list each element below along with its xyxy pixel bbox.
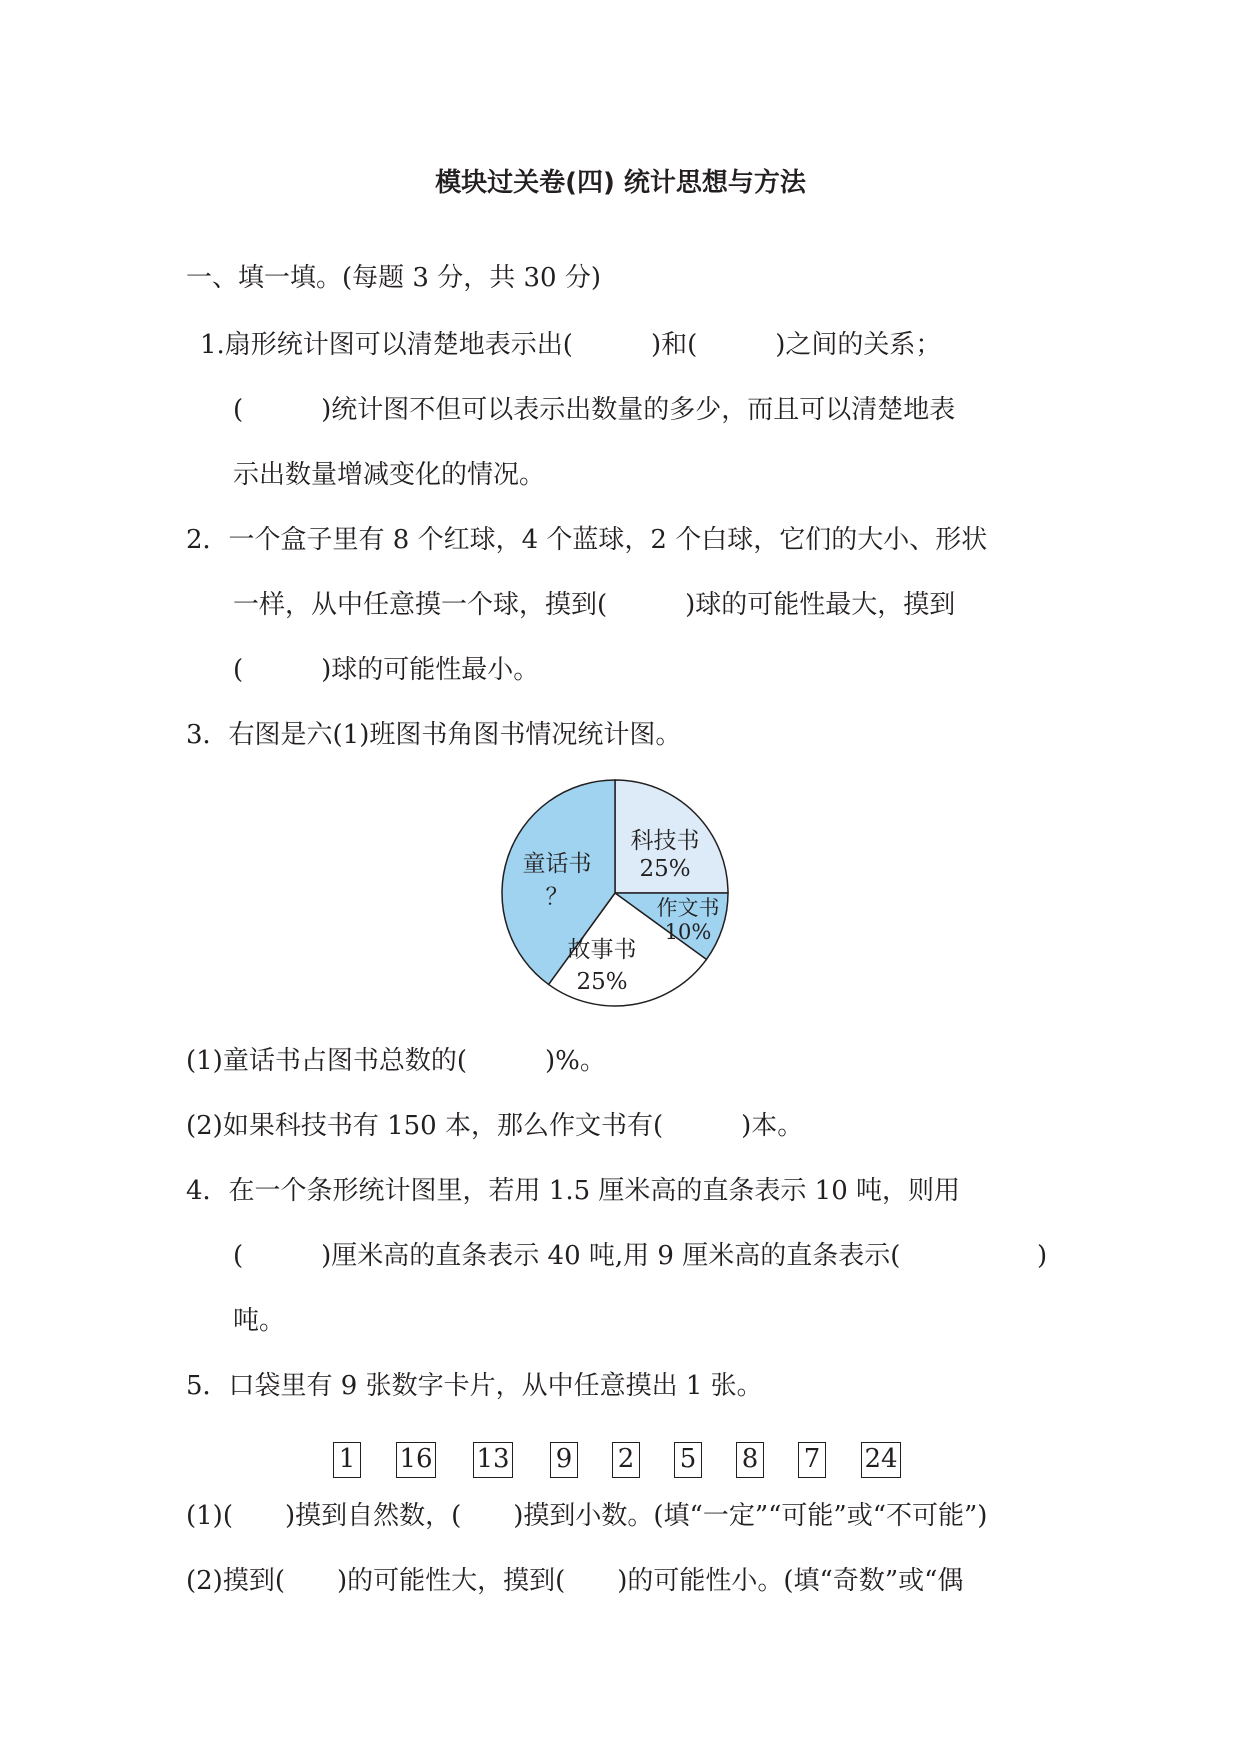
q1-line3: 示出数量增减变化的情况。 [233,460,546,490]
pie-value-keji: 25% [639,856,691,882]
number-card: 24 [861,1442,901,1478]
q5-line1: 5．口袋里有 9 张数字卡片，从中任意摸出 1 张。 [186,1371,763,1401]
pie-value-tonghua: ？ [545,884,569,910]
q1-line1: 1.扇形统计图可以清楚地表示出( )和( )之间的关系； [200,330,942,360]
section-heading: 一、填一填。(每题 3 分，共 30 分) [186,263,601,293]
pie-label-keji: 科技书 [630,828,700,854]
pie-value-zuowen: 10% [664,920,712,944]
pie-chart [500,778,730,1008]
q3-sub1: (1)童话书占图书总数的( )%。 [186,1046,606,1076]
number-card: 2 [612,1442,640,1478]
number-card: 8 [736,1442,764,1478]
page-title: 模块过关卷(四) 统计思想与方法 [435,168,806,198]
q2-line3: ( )球的可能性最小。 [233,655,540,685]
pie-label-gushi: 故事书 [567,937,637,963]
q1-line2: ( )统计图不但可以表示出数量的多少，而且可以清楚地表 [233,395,956,425]
q4-line1: 4．在一个条形统计图里，若用 1.5 厘米高的直条表示 10 吨，则用 [186,1176,961,1206]
number-card: 7 [798,1442,826,1478]
q5-sub1: (1)( )摸到自然数，( )摸到小数。(填“一定”“可能”或“不可能”) [186,1501,988,1531]
q4-line2-paren: ) [1037,1241,1048,1271]
q2-line2: 一样，从中任意摸一个球，摸到( )球的可能性最大，摸到 [233,590,956,620]
q3-sub2: (2)如果科技书有 150 本，那么作文书有( )本。 [186,1111,804,1141]
pie-label-zuowen: 作文书 [656,896,720,920]
number-card: 13 [473,1442,513,1478]
pie-value-gushi: 25% [576,969,628,995]
number-card: 5 [674,1442,702,1478]
pie-label-tonghua: 童话书 [522,851,592,877]
number-card: 16 [396,1442,436,1478]
number-card: 9 [550,1442,578,1478]
q4-line3: 吨。 [233,1306,286,1336]
q3-line1: 3．右图是六(1)班图书角图书情况统计图。 [186,720,682,750]
q2-line1: 2．一个盒子里有 8 个红球，4 个蓝球，2 个白球，它们的大小、形状 [186,525,988,555]
number-card: 1 [333,1442,361,1478]
q4-line2: ( )厘米高的直条表示 40 吨,用 9 厘米高的直条表示( [233,1241,901,1271]
q5-sub2: (2)摸到( )的可能性大，摸到( )的可能性小。(填“奇数”或“偶 [186,1566,964,1596]
